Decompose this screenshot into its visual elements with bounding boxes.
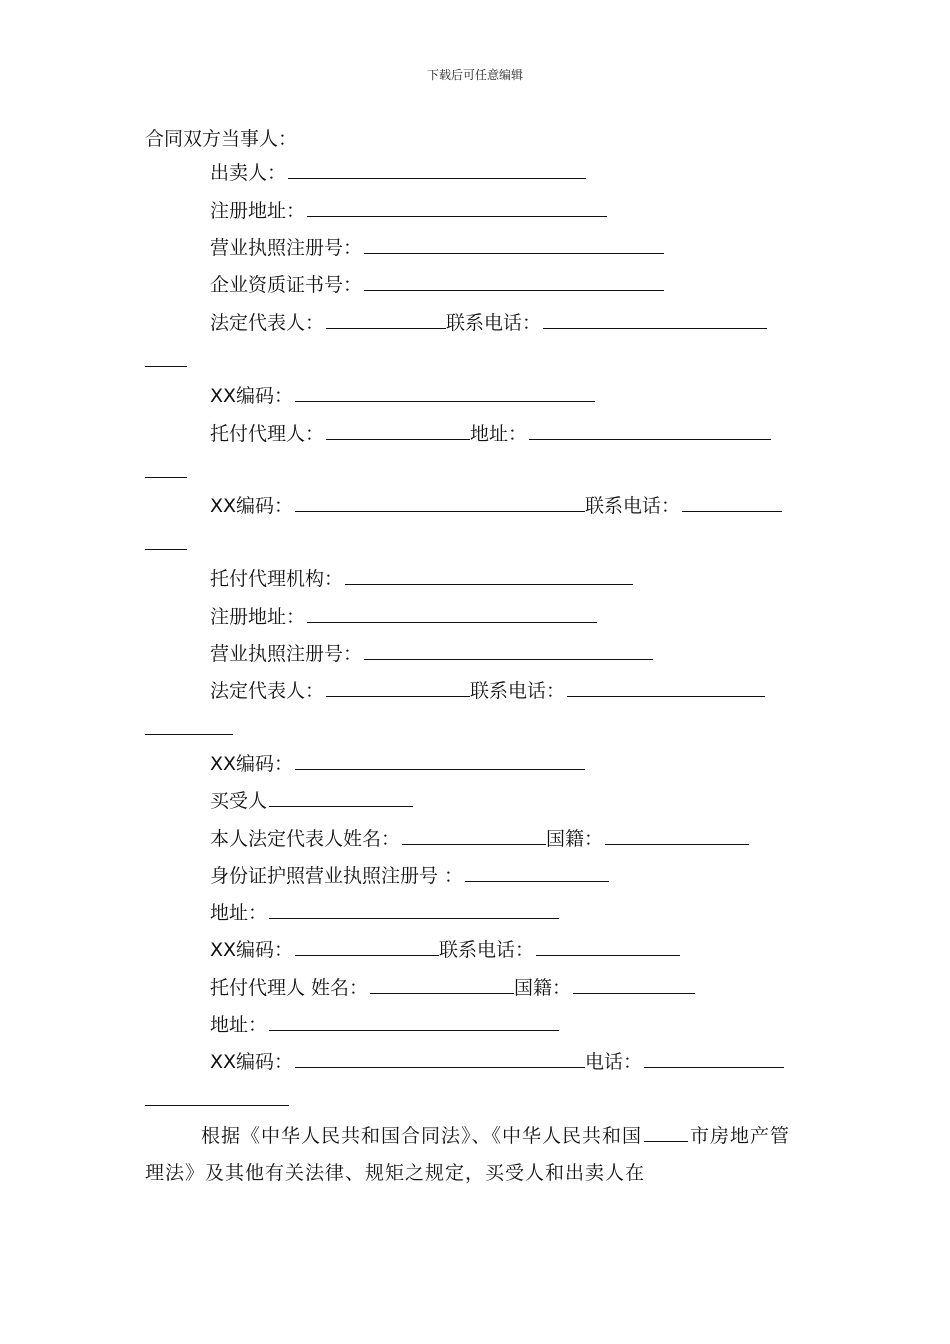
buyer-agent-phone-continuation [145,1087,289,1113]
seller-phone2-field-cont[interactable] [145,531,187,550]
seller-postcode2-row [210,493,782,519]
seller-postcode2-field[interactable] [295,493,585,512]
paragraph-text-2: 市房地产管理法》及其他有关法律、规矩之规定，买受人和出卖人在 [145,1125,791,1184]
buyer-address-label: 地址： [210,902,268,924]
buyer-agent-postcode-row [210,1049,784,1075]
seller-name-label: 出卖人： [210,162,287,184]
seller-address-label: 地址： [470,423,528,445]
buyer-agent-row [210,975,695,1001]
buyer-name-field[interactable] [269,788,413,807]
paragraph-text-1: 根据《中华人民共和国合同法》、《中华人民共和国 [201,1125,643,1147]
buyer-id-label: 身份证护照营业执照注册号 ： [210,865,464,887]
seller-agent-row [210,421,771,447]
buyer-legal-rep-row [210,826,749,852]
seller-postcode-label: XX编码： [210,385,294,407]
buyer-legal-rep-field[interactable] [402,826,546,845]
seller-license-row [210,235,664,261]
seller-address-field-cont[interactable] [145,459,187,478]
seller-qualification-row [210,272,664,298]
seller-agent-label: 托付代理人： [210,423,325,445]
seller-phone-field[interactable] [543,310,767,329]
agency-license-label: 营业执照注册号： [210,643,363,665]
seller-phone-field-cont[interactable] [145,348,187,367]
seller-phone-continuation [145,348,187,374]
buyer-postcode-row [210,937,680,963]
seller-qualification-label: 企业资质证书号： [210,274,363,296]
agency-legal-rep-row [210,678,765,704]
seller-legal-rep-label: 法定代表人： [210,312,325,334]
seller-legal-rep-row [210,310,767,336]
buyer-phone-label: 联系电话： [439,939,535,961]
seller-address-field[interactable] [529,421,771,440]
buyer-address-field[interactable] [269,900,559,919]
seller-reg-address-field[interactable] [307,198,607,217]
agency-name-field[interactable] [345,566,633,585]
agency-phone-label: 联系电话： [470,680,566,702]
buyer-postcode-field[interactable] [295,937,439,956]
buyer-agent-address-label: 地址： [210,1014,268,1036]
seller-qualification-field[interactable] [364,272,664,291]
agency-postcode-label: XX编码： [210,753,294,775]
buyer-legal-rep-label: 本人法定代表人姓名： [210,828,401,850]
agency-reg-address-field[interactable] [307,604,597,623]
agency-license-field[interactable] [364,641,653,660]
agency-reg-address-row [210,604,597,630]
buyer-agent-name-field[interactable] [370,975,514,994]
agency-legal-rep-label: 法定代表人： [210,680,325,702]
agency-name-row [210,566,633,592]
seller-reg-address-row [210,198,607,224]
buyer-name-row [210,788,413,814]
agency-name-label: 托付代理机构： [210,568,344,590]
seller-phone2-continuation [145,531,187,557]
seller-phone2-field[interactable] [682,493,782,512]
buyer-name-label: 买受人 [210,790,268,812]
agency-postcode-field[interactable] [295,751,585,770]
city-field[interactable] [644,1125,688,1142]
buyer-id-row [210,863,609,889]
buyer-agent-nationality-field[interactable] [573,975,695,994]
agency-phone-field-cont[interactable] [145,716,233,735]
buyer-agent-name-label: 托付代理人 姓名： [210,977,369,999]
contract-basis-paragraph [145,1118,807,1192]
seller-license-field[interactable] [364,235,664,254]
buyer-agent-phone-field[interactable] [644,1049,784,1068]
page-header: 下载后可任意编辑 [426,68,523,82]
section-title: 合同双方当事人： [145,128,298,150]
buyer-nationality-field[interactable] [605,826,749,845]
buyer-agent-phone-label: 电话： [585,1051,643,1073]
seller-postcode2-label: XX编码： [210,495,294,517]
seller-postcode-row [210,383,595,409]
seller-phone2-label: 联系电话： [585,495,681,517]
buyer-postcode-label: XX编码： [210,939,294,961]
seller-phone-label: 联系电话： [446,312,542,334]
seller-license-label: 营业执照注册号： [210,237,363,259]
seller-legal-rep-field[interactable] [326,310,446,329]
buyer-agent-postcode-label: XX编码： [210,1051,294,1073]
agency-phone-continuation [145,716,233,742]
seller-name-row [210,160,586,186]
buyer-agent-address-row [210,1012,559,1038]
agency-legal-rep-field[interactable] [326,678,470,697]
seller-postcode-field[interactable] [295,383,595,402]
buyer-agent-phone-field-cont[interactable] [145,1087,289,1106]
buyer-id-field[interactable] [465,863,609,882]
buyer-nationality-label: 国籍： [546,828,604,850]
buyer-agent-nationality-label: 国籍： [514,977,572,999]
agency-postcode-row [210,751,585,777]
buyer-agent-address-field[interactable] [269,1012,559,1031]
buyer-address-row [210,900,559,926]
seller-address-continuation [145,459,187,485]
seller-reg-address-label: 注册地址： [210,200,306,222]
buyer-agent-postcode-field[interactable] [295,1049,585,1068]
buyer-phone-field[interactable] [536,937,680,956]
agency-license-row [210,641,653,667]
agency-phone-field[interactable] [567,678,765,697]
seller-name-field[interactable] [288,160,586,179]
agency-reg-address-label: 注册地址： [210,606,306,628]
seller-agent-field[interactable] [326,421,470,440]
